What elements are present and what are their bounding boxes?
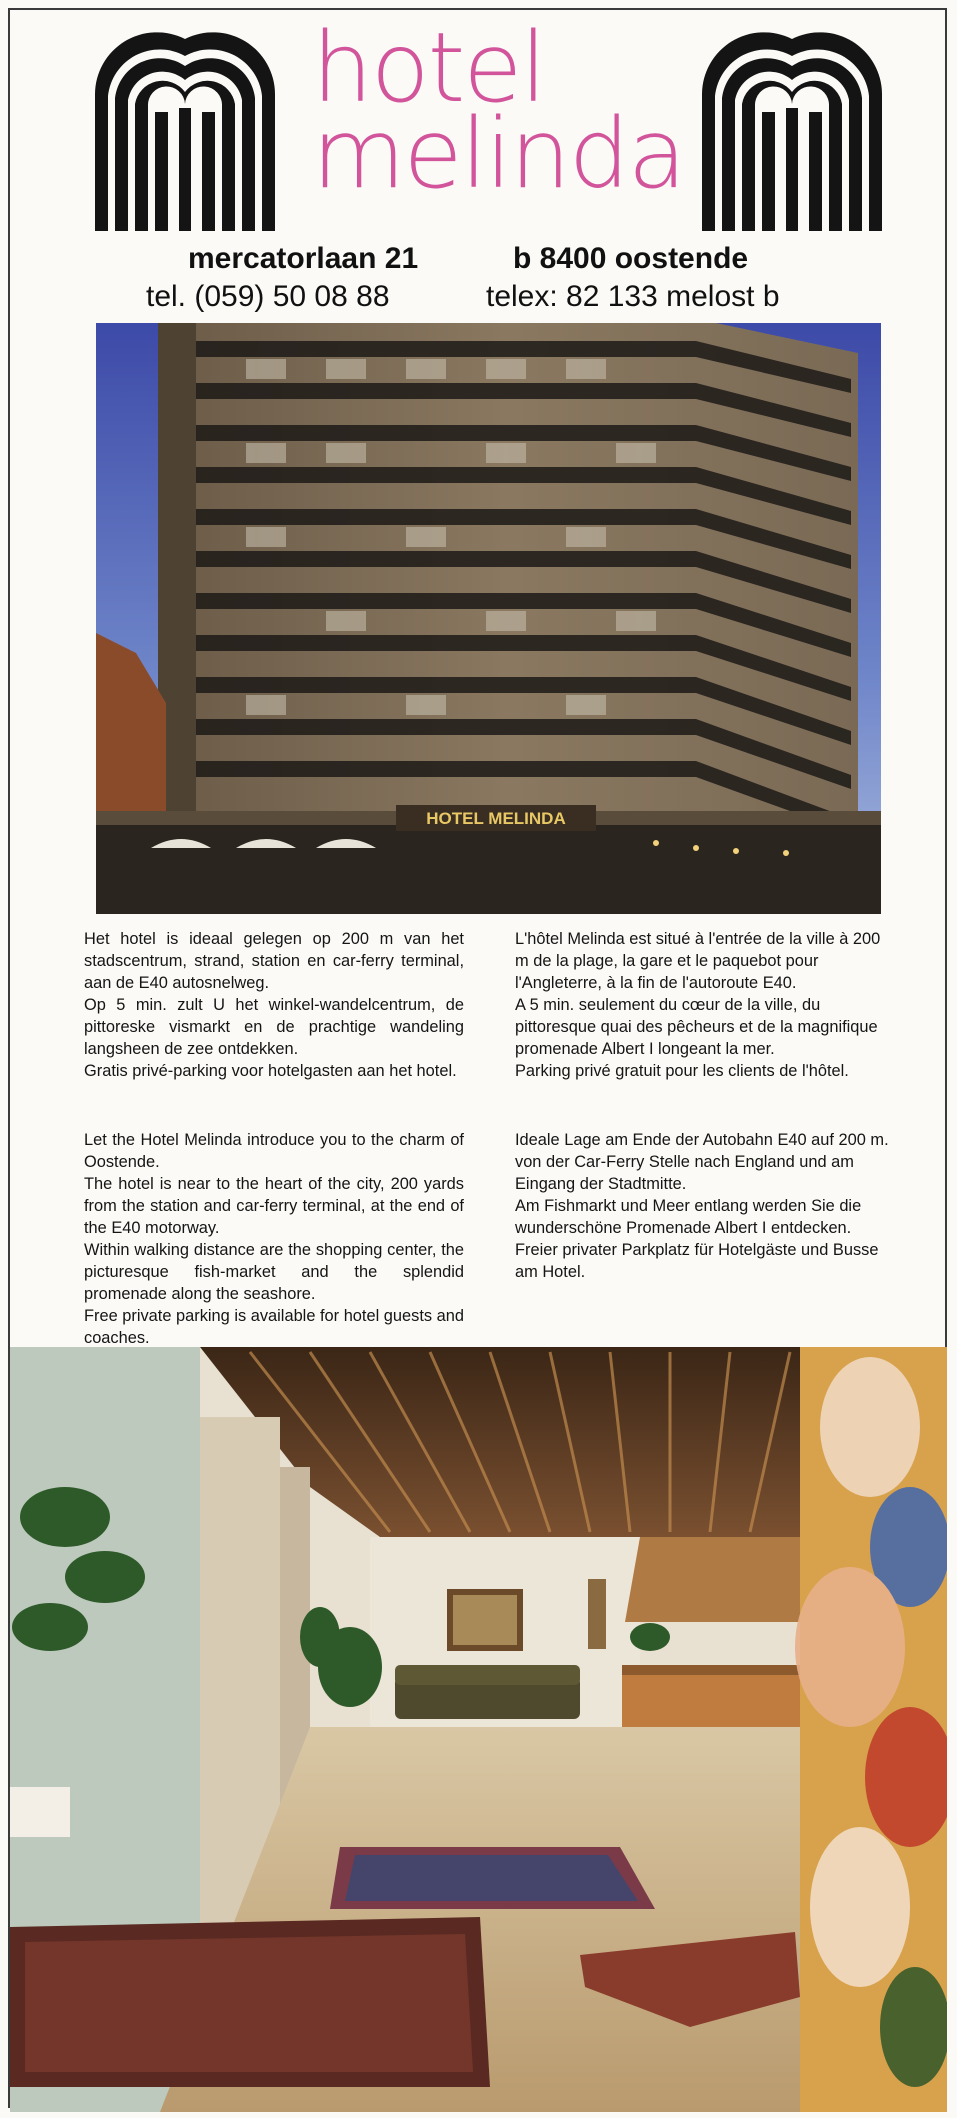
description-french — [515, 928, 895, 1082]
en-paragraph: Free private parking is available for hotel guests and coaches. — [84, 1307, 464, 1347]
address-street: mercatorlaan 21 — [188, 242, 419, 275]
brand-line-hotel: hotel — [312, 12, 545, 124]
en-paragraph: Within walking distance are the shopping center, the picturesque fish-market and the splendid promenade along the seashore. — [84, 1241, 464, 1303]
telephone: tel. (059) 50 08 88 — [146, 280, 390, 313]
description-english — [84, 1129, 464, 1349]
de-paragraph: Am Fishmarkt und Meer entlang werden Sie die wunderschöne Promenade Albert I entdecken. — [515, 1197, 862, 1237]
brand-line-melinda: melinda — [312, 98, 685, 210]
de-paragraph: Freier privater Parkplatz für Hotelgäste und Busse am Hotel. — [515, 1241, 879, 1281]
description-dutch — [84, 928, 464, 1082]
hotel-sign: HOTEL MELINDA — [426, 809, 566, 828]
nl-paragraph: Het hotel is ideaal gelegen op 200 m van het stadscentrum, strand, station en car-ferry terminal, aan de E40 autosnelweg. — [84, 930, 464, 992]
fr-paragraph: A 5 min. seulement du cœur de la ville, du pittoresque quai des pêcheurs et de la magnifique promenade Albert I longeant la mer. — [515, 996, 878, 1058]
hotel-logo-right — [702, 16, 882, 231]
address-city: b 8400 oostende — [513, 242, 749, 275]
nl-paragraph: Op 5 min. zult U het winkel-wandelcentrum, de pittoreske vismarkt en de prachtige wandeling langsheen de zee ontdekken. — [84, 996, 464, 1058]
fr-paragraph: L'hôtel Melinda est situé à l'entrée de la ville à 200 m de la plage, la gare et le paquebot pour l'Angleterre, à la fin de l'autoroute E40. — [515, 930, 881, 992]
hotel-logo-left — [95, 16, 275, 231]
de-paragraph: Ideale Lage am Ende der Autobahn E40 auf 200 m. von der Car-Ferry Stelle nach England und am Eingang der Stadtmitte. — [515, 1131, 889, 1193]
hotel-lobby-photo — [10, 1347, 947, 2112]
en-paragraph: The hotel is near to the heart of the city, 200 yards from the station and car-ferry terminal, at the end of the E40 motorway. — [84, 1175, 464, 1237]
fr-paragraph: Parking privé gratuit pour les clients de l'hôtel. — [515, 1062, 849, 1080]
telex: telex: 82 133 melost b — [486, 280, 780, 313]
en-paragraph: Let the Hotel Melinda introduce you to the charm of Oostende. — [84, 1131, 464, 1171]
hotel-exterior-photo — [96, 323, 881, 914]
description-german — [515, 1129, 895, 1283]
nl-paragraph: Gratis privé-parking voor hotelgasten aan het hotel. — [84, 1062, 457, 1080]
